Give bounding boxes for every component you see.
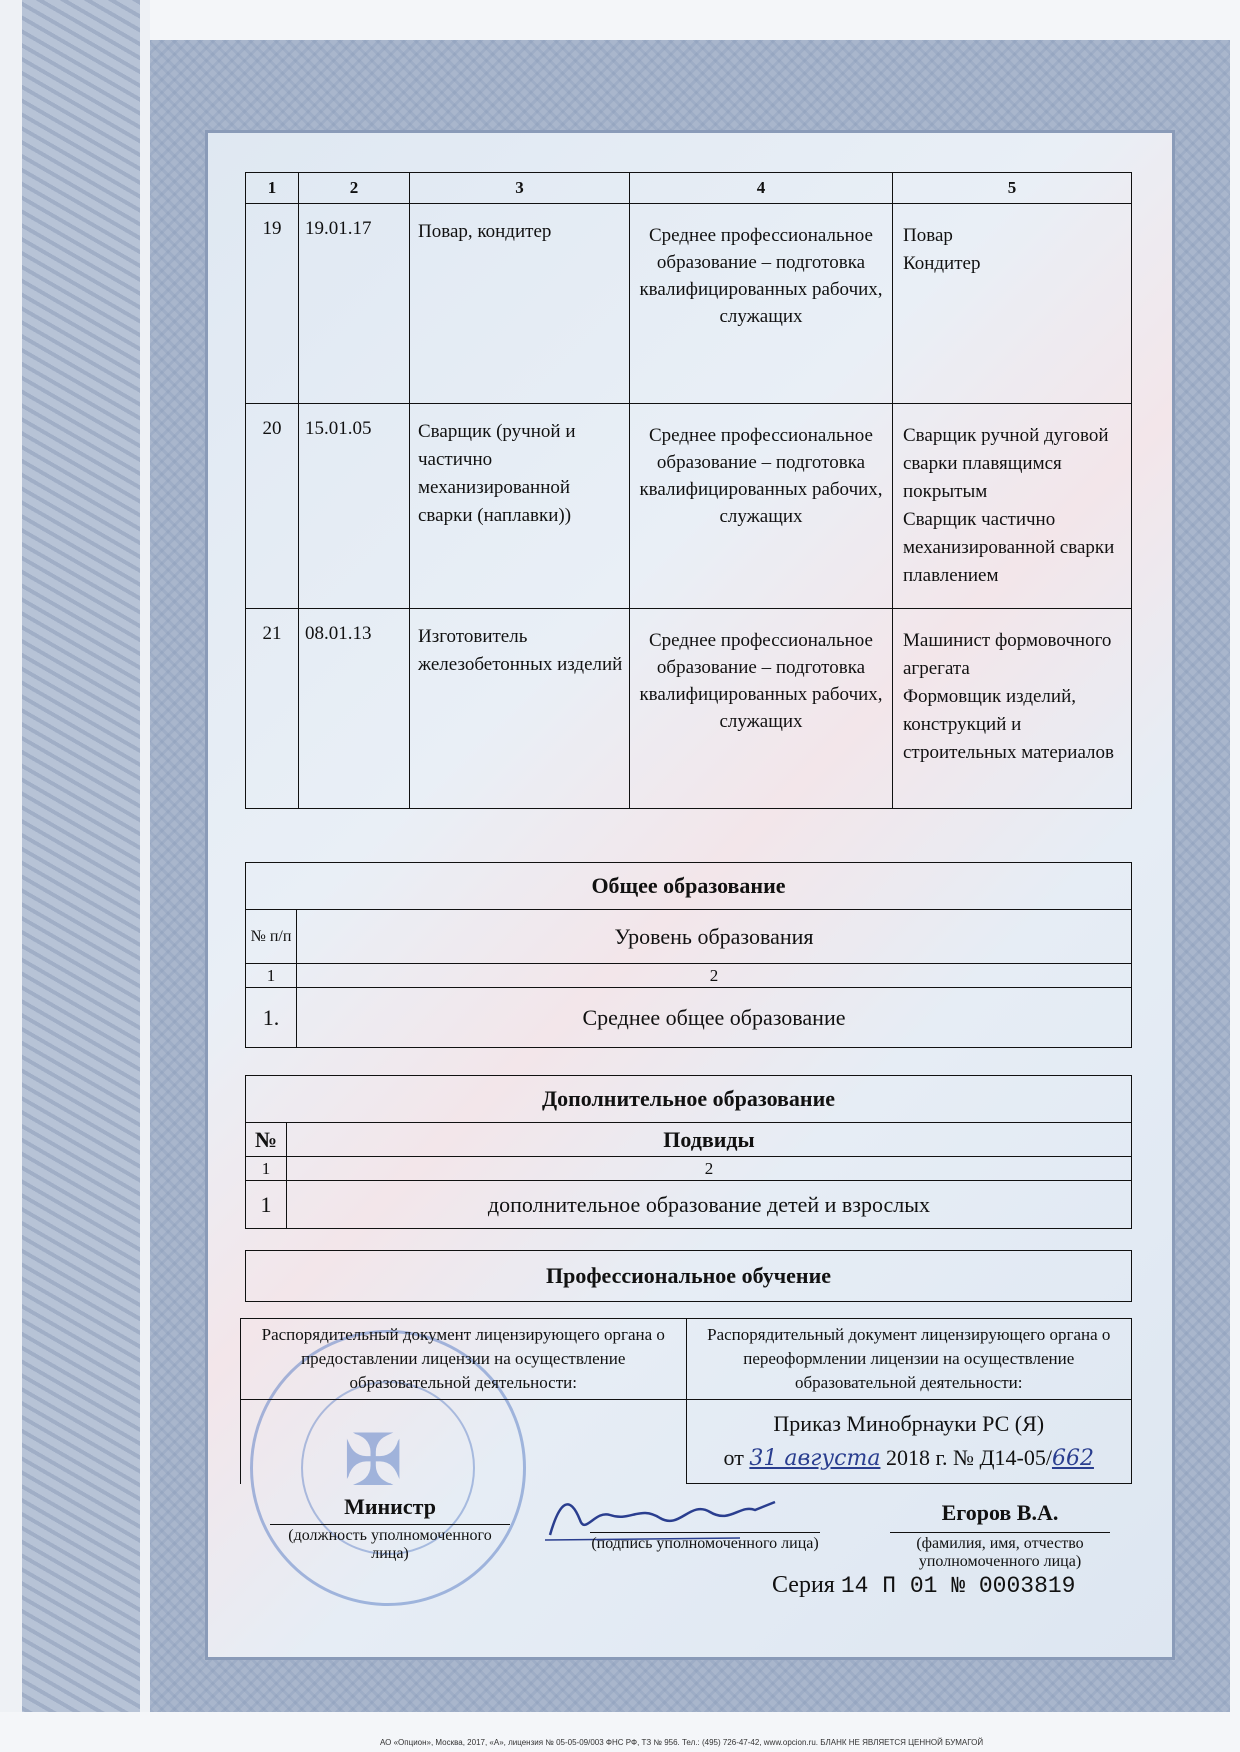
qualification-item: Повар	[903, 225, 953, 246]
order-cell	[686, 1400, 1132, 1484]
name-block	[890, 1500, 1110, 1571]
education-level: Среднее профессиональное образование – подготовка квалифицированных рабочих, служащих	[630, 404, 893, 609]
qualifications	[893, 609, 1132, 809]
row-number: 19	[246, 204, 299, 404]
table-row	[246, 204, 1132, 404]
program-name: Изготовитель железобетонных изделий	[410, 609, 630, 809]
series-number: 14 П 01 № 0003819	[840, 1573, 1076, 1599]
col-header-level: Уровень образования	[297, 910, 1132, 964]
additional-education-table	[245, 1075, 1132, 1229]
documents-table	[240, 1318, 1132, 1484]
program-code: 08.01.13	[299, 609, 410, 809]
program-name: Сварщик (ручной и частично механизированной сварки (наплавки))	[410, 404, 630, 609]
education-level: Среднее профессиональное образование – подготовка квалифицированных рабочих, служащих	[630, 609, 893, 809]
row-number: 20	[246, 404, 299, 609]
row-number: 21	[246, 609, 299, 809]
printer-footer: АО «Опцион», Москва, 2017, «А», лицензия № 05-05-09/003 ФНС РФ, ТЗ № 956. Тел.: (495) 726-47-42, www.opcion.ru. БЛАНК НЕ ЯВЛЯЕТСЯ ЦЕННОЙ БУМАГОЙ	[380, 1738, 984, 1747]
order-date-handwritten: 31 августа	[749, 1446, 881, 1471]
col-header-num: № п/п	[246, 910, 297, 964]
position-block	[270, 1494, 510, 1563]
signature-caption-block	[590, 1532, 820, 1553]
col-header-5: 5	[893, 173, 1132, 204]
grant-document-header: Распорядительный документ лицензирующего органа о предоставлении лицензии на осуществление образовательной деятельности:	[241, 1319, 687, 1400]
eagle-emblem-icon: ✠	[343, 1421, 404, 1501]
col-header-4: 4	[630, 173, 893, 204]
table-row	[246, 609, 1132, 809]
official-name: Егоров В.А.	[941, 1500, 1059, 1525]
qualifications	[893, 204, 1132, 404]
series-block	[772, 1572, 1075, 1599]
row-number: 1	[246, 1181, 287, 1229]
reissue-document-header: Распорядительный документ лицензирующего органа о переоформлении лицензии на осуществление образовательной деятельности:	[686, 1319, 1132, 1400]
education-level-value: Среднее общее образование	[297, 988, 1132, 1048]
col-header-3: 3	[410, 173, 630, 204]
binding-strip	[0, 0, 150, 1752]
qualification-item: Формовщик изделий, конструкций и строительных материалов	[903, 686, 1114, 763]
professional-training-table	[245, 1250, 1132, 1302]
qualification-item: Сварщик частично механизированной сварки плавлением	[903, 509, 1115, 586]
col-index: 1	[246, 1157, 287, 1181]
position-title: Министр	[344, 1494, 436, 1519]
series-label: Серия	[772, 1572, 835, 1598]
subtype-value: дополнительное образование детей и взрослых	[287, 1181, 1132, 1229]
col-header-1: 1	[246, 173, 299, 204]
general-education-table	[245, 862, 1132, 1048]
order-title: Приказ Минобрнауки РС (Я)	[773, 1411, 1045, 1436]
col-header-num: №	[246, 1123, 287, 1157]
education-level: Среднее профессиональное образование – подготовка квалифицированных рабочих, служащих	[630, 204, 893, 404]
section-title: Дополнительное образование	[246, 1076, 1132, 1123]
qualifications	[893, 404, 1132, 609]
program-name: Повар, кондитер	[410, 204, 630, 404]
col-index: 1	[246, 964, 297, 988]
row-number: 1.	[246, 988, 297, 1048]
signature-caption: (подпись уполномоченного лица)	[590, 1532, 820, 1553]
col-header-subtypes: Подвиды	[287, 1123, 1132, 1157]
col-index: 2	[287, 1157, 1132, 1181]
name-caption: (фамилия, имя, отчество уполномоченного лица)	[890, 1532, 1110, 1571]
program-code: 19.01.17	[299, 204, 410, 404]
qualification-item: Машинист формовочного агрегата	[903, 630, 1112, 679]
programs-table	[245, 172, 1132, 809]
table-header-row	[246, 173, 1132, 204]
col-index: 2	[297, 964, 1132, 988]
order-number-handwritten: 662	[1051, 1446, 1094, 1471]
col-header-2: 2	[299, 173, 410, 204]
qualification-item: Сварщик ручной дуговой сварки плавящимся покрытым	[903, 425, 1109, 502]
section-title: Общее образование	[246, 863, 1132, 910]
program-code: 15.01.05	[299, 404, 410, 609]
table-row	[246, 404, 1132, 609]
order-year-number: 2018 г. № Д14-05/	[885, 1445, 1052, 1470]
section-title: Профессиональное обучение	[246, 1251, 1132, 1302]
order-from: от	[723, 1445, 744, 1470]
position-caption: (должность уполномоченного лица)	[270, 1524, 510, 1563]
qualification-item: Кондитер	[903, 253, 981, 274]
